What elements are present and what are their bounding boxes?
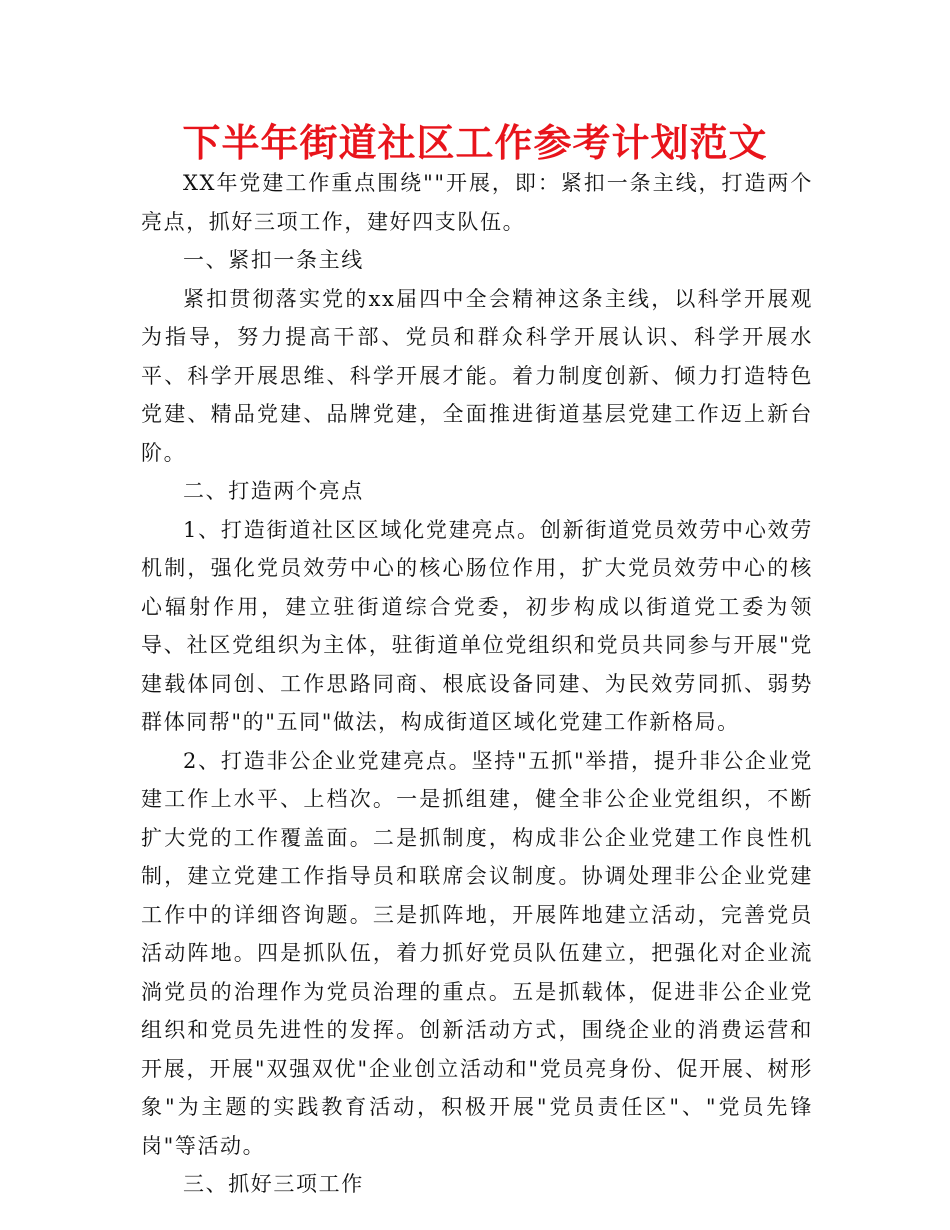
section-heading-2: 二、打造两个亮点 — [183, 479, 364, 503]
document-title: 下半年街道社区工作参考计划范文 — [182, 121, 768, 165]
section-2-item-2-paragraph: 2、打造非公企业党建亮点。坚持"五抓"举措，提升非公企业党建工作上水平、上档次。一是抓组建，健全非公企业党组织，不断扩大党的工作覆盖面。二是抓制度，构成非公企业党建工作良性机制，建立党建工作指导员和联席会议制度。协调处理非公企业党建工作中的详细咨询题。三是抓阵地，开展阵地建立活动，完善党员活动阵地。四是抓队伍，着力抓好党员队伍建立，把强化对企业流淌党员的治理作为党员治理的重点。五是抓载体，促进非公企业党组织和党员先进性的发挥。创新活动方式，围绕企业的消费运营和开展，开展"双强双优"企业创立活动和"党员亮身份、促开展、树形象"为主题的实践教育活动，积极开展"党员责任区"、"党员先锋岗"等活动。 — [141, 748, 813, 1158]
document-body — [141, 164, 813, 1204]
section-heading-1: 一、紧扣一条主线 — [183, 248, 364, 272]
section-2-item-1-paragraph: 1、打造街道社区区域化党建亮点。创新街道党员效劳中心效劳机制，强化党员效劳中心的核心肠位作用，扩大党员效劳中心的核心辐射作用，建立驻街道综合党委，初步构成以街道党工委为领导、社区党组织为主体，驻街道单位党组织和党员共同参与开展"党建载体同创、工作思路同商、根底设备同建、为民效劳同抓、弱势群体同帮"的"五同"做法，构成街道区域化党建工作新格局。 — [141, 517, 813, 734]
intro-paragraph: XX年党建工作重点围绕""开展，即：紧扣一条主线，打造两个亮点，抓好三项工作，建好四支队伍。 — [141, 171, 813, 234]
section-1-paragraph: 紧扣贯彻落实党的xx届四中全会精神这条主线，以科学开展观为指导，努力提高干部、党员和群众科学开展认识、科学开展水平、科学开展思维、科学开展才能。着力制度创新、倾力打造特色党建、精品党建、品牌党建，全面推进街道基层党建工作迈上新台阶。 — [141, 286, 813, 465]
section-heading-3: 三、抓好三项工作 — [183, 1172, 364, 1196]
